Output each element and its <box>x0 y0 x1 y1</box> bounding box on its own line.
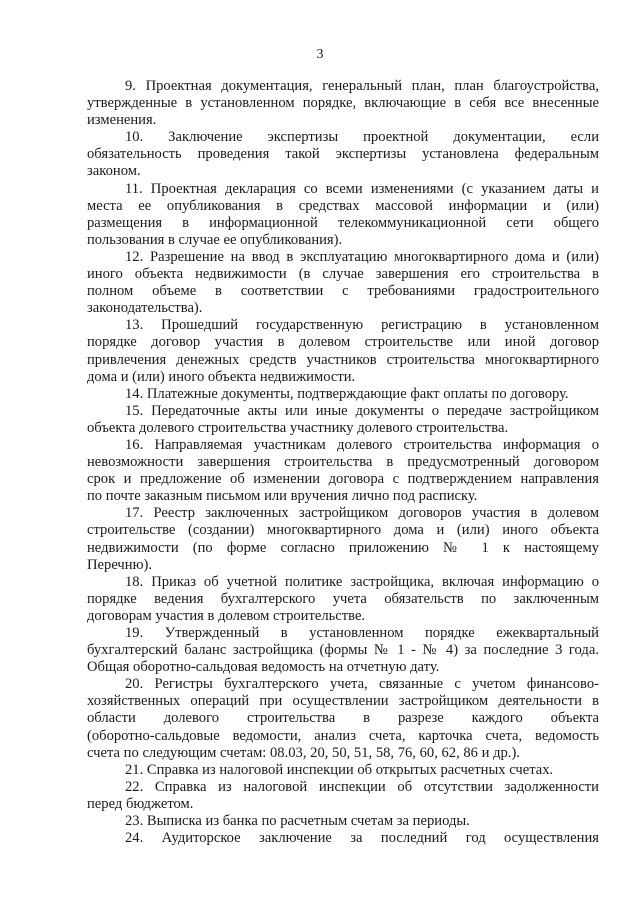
text-line: 15. Передаточные акты или иные документы о передаче застройщиком <box>125 402 599 419</box>
list-item <box>87 437 599 505</box>
text-line: полном объеме в соответствии с требованиями градостроительного <box>87 283 599 300</box>
text-line: 13. Прошедший государственную регистрацию в установленном <box>125 317 599 334</box>
text-line: по почте заказным письмом или вручения лично под расписку. <box>87 488 478 505</box>
list-item <box>87 386 599 403</box>
text-line: объекта долевого строительства участнику долевого строительства. <box>87 419 509 436</box>
text-line: изменения. <box>87 112 157 129</box>
text-line: 20. Регистры бухгалтерского учета, связанные с учетом финансово- <box>125 676 599 693</box>
text-line: 23. Выписка из банка по расчетным счетам за периоды. <box>125 813 470 830</box>
list-item <box>87 403 599 437</box>
page-number: 3 <box>316 47 324 62</box>
list-item <box>87 317 599 385</box>
text-line: (оборотно-сальдовые ведомости, анализ счета, карточка счета, ведомость <box>87 727 599 744</box>
text-line: 14. Платежные документы, подтверждающие факт оплаты по договору. <box>125 385 569 402</box>
list-item <box>87 574 599 625</box>
list-item <box>87 676 599 761</box>
text-line: Перечню). <box>87 556 152 573</box>
text-line: утвержденные в установленном порядке, включающие в себя все внесенные <box>87 95 599 112</box>
list-item <box>87 762 599 779</box>
list-item <box>87 830 599 847</box>
text-line: дома и (или) иного объекта недвижимости. <box>87 368 356 385</box>
text-line: перед бюджетом. <box>87 795 194 812</box>
text-line: 21. Справка из налоговой инспекции об открытых расчетных счетах. <box>125 761 554 778</box>
text-line: области долевого строительства в разрезе каждого объекта <box>87 710 599 727</box>
list-item <box>87 625 599 676</box>
text-line: 17. Реестр заключенных застройщиком договоров участия в долевом <box>125 505 599 522</box>
text-line: 9. Проектная документация, генеральный план, план благоустройства, <box>125 78 599 94</box>
text-line: места ее опубликования в средствах массовой информации и (или) <box>87 197 599 214</box>
text-line: бухгалтерский баланс застройщика (формы № 1 - № 4) за последние 3 года. <box>87 642 599 659</box>
document-body <box>87 78 599 847</box>
text-line: обязательность проведения такой экспертизы установлена федеральным <box>87 146 599 163</box>
list-item <box>87 779 599 813</box>
text-line: невозможности завершения строительства в предусмотренный договором <box>87 454 599 471</box>
text-line: законодательства). <box>87 300 203 317</box>
text-line: порядке договор участия в долевом строительстве или иной договор <box>87 334 599 351</box>
list-item <box>87 505 599 573</box>
text-line: 12. Разрешение на ввод в эксплуатацию многоквартирного дома и (или) <box>125 248 599 265</box>
text-line: строительстве (создании) многоквартирного дома и (или) иного объекта <box>87 522 599 539</box>
text-line: 22. Справка из налоговой инспекции об отсутствии задолженности <box>125 778 599 795</box>
text-line: иного объекта недвижимости (в случае завершения его строительства в <box>87 266 599 283</box>
text-line: 24. Аудиторское заключение за последний год осуществления <box>125 830 599 847</box>
text-line: счета по следующим счетам: 08.03, 20, 50, 51, 58, 76, 60, 62, 86 и др.). <box>87 744 520 761</box>
text-line: договорам участия в долевом строительстве. <box>87 607 366 624</box>
text-line: пользования в случае ее опубликования). <box>87 231 343 248</box>
text-line: срок и предложение об изменении договора с подтверждением направления <box>87 471 599 488</box>
text-line: хозяйственных операций при осуществлении застройщиком деятельности в <box>87 693 599 710</box>
list-item <box>87 129 599 180</box>
text-line: 10. Заключение экспертизы проектной документации, если <box>125 129 599 146</box>
list-item <box>87 813 599 830</box>
text-line: 11. Проектная декларация со всеми изменениями (с указанием даты и <box>125 180 599 197</box>
text-line: законом. <box>87 163 141 180</box>
text-line: 19. Утвержденный в установленном порядке ежеквартальный <box>125 625 599 641</box>
text-line: недвижимости (по форме согласно приложению № 1 к настоящему <box>87 539 599 556</box>
text-line: 18. Приказ об учетной политике застройщика, включая информацию о <box>125 573 599 590</box>
text-line: порядке ведения бухгалтерского учета обязательств по заключенным <box>87 590 599 607</box>
text-line: Общая оборотно-сальдовая ведомость на отчетную дату. <box>87 659 440 676</box>
list-item <box>87 181 599 249</box>
text-line: размещения в информационной телекоммуникационной сети общего <box>87 214 599 231</box>
text-line: привлечения денежных средств участников строительства многоквартирного <box>87 351 599 368</box>
list-item <box>87 249 599 317</box>
text-line: 16. Направляемая участникам долевого строительства информация о <box>125 436 599 453</box>
list-item <box>87 78 599 129</box>
